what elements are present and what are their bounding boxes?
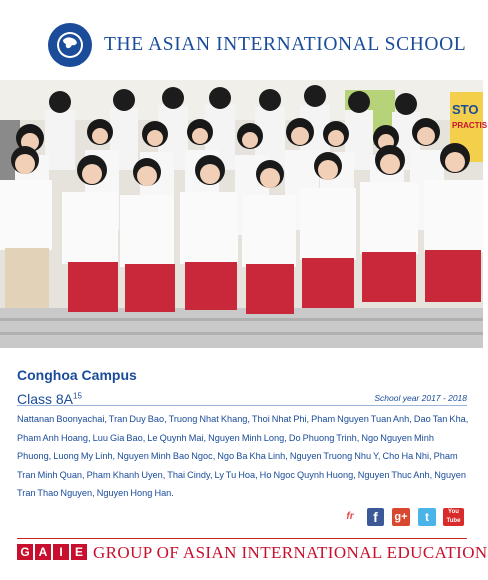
banner-text-2: PRACTIS [452,121,488,130]
gaie-letter-g: G [17,544,33,560]
header [0,0,483,80]
footer-divider [17,538,467,539]
youtube-label-1: You [448,509,459,515]
footer-brand [17,544,488,562]
gaie-letter-e: E [71,544,87,560]
google-plus-icon[interactable]: g+ [392,508,410,526]
banner-text: STO [452,102,479,117]
gaie-letter-i: I [53,544,69,560]
school-logo [47,22,93,68]
facebook-icon[interactable]: f [367,508,384,526]
class-photo [0,80,488,348]
campus-title: Conghoa Campus [17,367,137,383]
class-superscript: 15 [73,391,82,401]
student-names: Nattanan Boonyachai, Tran Duy Bao, Truong Nhat Khang, Thoi Nhat Phi, Pham Nguyen Tuan Anh, Dao Tan Kha, Pham Anh Hoang, Luu Gia Bao, Le Quynh Mai, Nguyen Minh Long, Do Phuong Trinh, Ngo Nguyen Minh Phuong, Luong My Linh, Nguyen Minh Bao Ngoc, Ngo Ba Kha Linh, Nguyen Truong Nhu Y, Cho Ha Nhi, Pham Tran Minh Quan, Pham Khanh Uyen, Thai Cindy, Ly Tu Hoa, Ho Ngoc Quynh Huong, Nguyen Thuc Anh, Nguyen Tran Thao Nguyen, Nguyen Hong Han. [17,414,469,498]
class-photo-illustration [0,80,488,348]
fr-icon[interactable]: fr [340,508,360,526]
divider [17,405,467,406]
youtube-label-2: Tube [446,518,461,524]
footer-group-name: GROUP OF ASIAN INTERNATIONAL EDUCATION [93,543,488,562]
school-name: THE ASIAN INTERNATIONAL SCHOOL [104,34,467,55]
gaie-letter-a: A [35,544,51,560]
class-name: Class 8A [17,391,74,407]
twitter-icon[interactable]: t [418,508,436,526]
youtube-icon[interactable] [443,508,464,526]
school-year: School year 2017 - 2018 [374,393,467,403]
